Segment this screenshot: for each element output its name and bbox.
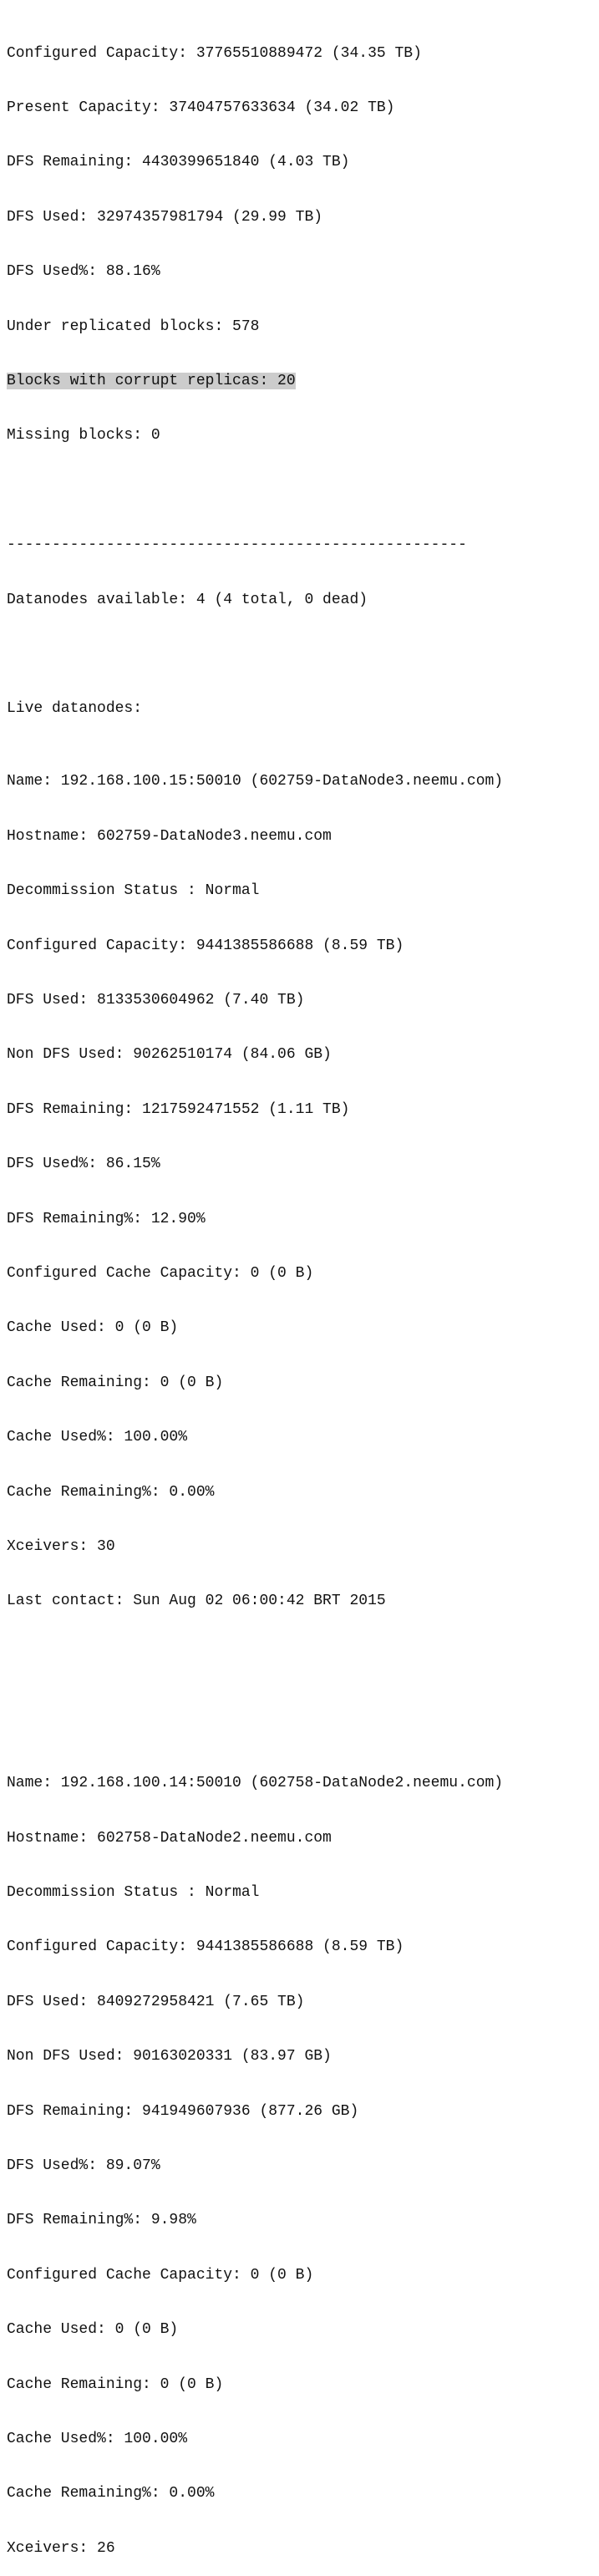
blank-line: [7, 646, 503, 664]
node-2-cache-used-pct: Cache Used%: 100.00%: [7, 2430, 188, 2447]
blank-line: [7, 1648, 503, 1666]
node-1-cache-used-pct: Cache Used%: 100.00%: [7, 1429, 188, 1446]
node-2-name: Name: 192.168.100.14:50010 (602758-DataNode2.neemu.com): [7, 1775, 504, 1792]
node-2-cache-remaining-pct: Cache Remaining%: 0.00%: [7, 2485, 215, 2502]
node-2-cache-remaining: Cache Remaining: 0 (0 B): [7, 2375, 224, 2393]
node-1-cache-remaining-pct: Cache Remaining%: 0.00%: [7, 1483, 215, 1501]
node-1-dfs-remaining: DFS Remaining: 1217592471552 (1.11 TB): [7, 1100, 350, 1118]
live-datanodes-header: Live datanodes:: [7, 700, 143, 718]
node-2-dfs-remaining-pct: DFS Remaining%: 9.98%: [7, 2212, 196, 2229]
node-1-dfs-used: DFS Used: 8133530604962 (7.40 TB): [7, 992, 305, 1009]
separator-line: ---------------------------------------------------: [7, 536, 467, 554]
node-2-hostname: Hostname: 602758-DataNode2.neemu.com: [7, 1829, 332, 1847]
summary-configured-capacity: Configured Capacity: 37765510889472 (34.35 TB): [7, 44, 422, 62]
node-2-dfs-remaining: DFS Remaining: 941949607936 (877.26 GB): [7, 2102, 359, 2120]
node-1-non-dfs-used: Non DFS Used: 90262510174 (84.06 GB): [7, 1046, 332, 1064]
node-1-cache-used: Cache Used: 0 (0 B): [7, 1319, 179, 1337]
summary-corrupt-replicas-selected[interactable]: Blocks with corrupt replicas: 20: [7, 372, 296, 389]
summary-dfs-used-pct: DFS Used%: 88.16%: [7, 263, 160, 281]
node-1-decommission-status: Decommission Status : Normal: [7, 882, 260, 900]
summary-present-capacity: Present Capacity: 37404757633634 (34.02 TB): [7, 99, 395, 116]
summary-missing-blocks: Missing blocks: 0: [7, 427, 160, 445]
node-2-xceivers: Xceivers: 26: [7, 2539, 115, 2557]
node-2-dfs-used: DFS Used: 8409272958421 (7.65 TB): [7, 1993, 305, 2010]
node-1-dfs-remaining-pct: DFS Remaining%: 12.90%: [7, 1210, 206, 1227]
node-2-decommission-status: Decommission Status : Normal: [7, 1884, 260, 1902]
node-2-configured-capacity: Configured Capacity: 9441385586688 (8.59 TB): [7, 1938, 404, 1956]
node-1-last-contact: Last contact: Sun Aug 02 06:00:42 BRT 2015: [7, 1593, 386, 1610]
node-1-xceivers: Xceivers: 30: [7, 1537, 115, 1555]
node-1-cache-capacity: Configured Cache Capacity: 0 (0 B): [7, 1264, 314, 1282]
node-1-dfs-used-pct: DFS Used%: 86.15%: [7, 1156, 160, 1173]
datanodes-available: Datanodes available: 4 (4 total, 0 dead): [7, 591, 368, 608]
hdfs-report-output: [7, 8, 503, 2576]
node-1-hostname: Hostname: 602759-DataNode3.neemu.com: [7, 827, 332, 845]
summary-dfs-remaining: DFS Remaining: 4430399651840 (4.03 TB): [7, 154, 350, 171]
node-2-cache-used: Cache Used: 0 (0 B): [7, 2321, 179, 2339]
blank-line: [7, 482, 503, 500]
node-1-cache-remaining: Cache Remaining: 0 (0 B): [7, 1374, 224, 1391]
blank-line: [7, 1702, 503, 1720]
summary-dfs-used: DFS Used: 32974357981794 (29.99 TB): [7, 208, 323, 226]
node-1-name: Name: 192.168.100.15:50010 (602759-DataNode3.neemu.com): [7, 773, 504, 790]
summary-under-replicated: Under replicated blocks: 578: [7, 318, 260, 335]
node-2-cache-capacity: Configured Cache Capacity: 0 (0 B): [7, 2266, 314, 2284]
node-1-configured-capacity: Configured Capacity: 9441385586688 (8.59 TB): [7, 937, 404, 954]
node-2-non-dfs-used: Non DFS Used: 90163020331 (83.97 GB): [7, 2048, 332, 2065]
node-2-dfs-used-pct: DFS Used%: 89.07%: [7, 2157, 160, 2175]
